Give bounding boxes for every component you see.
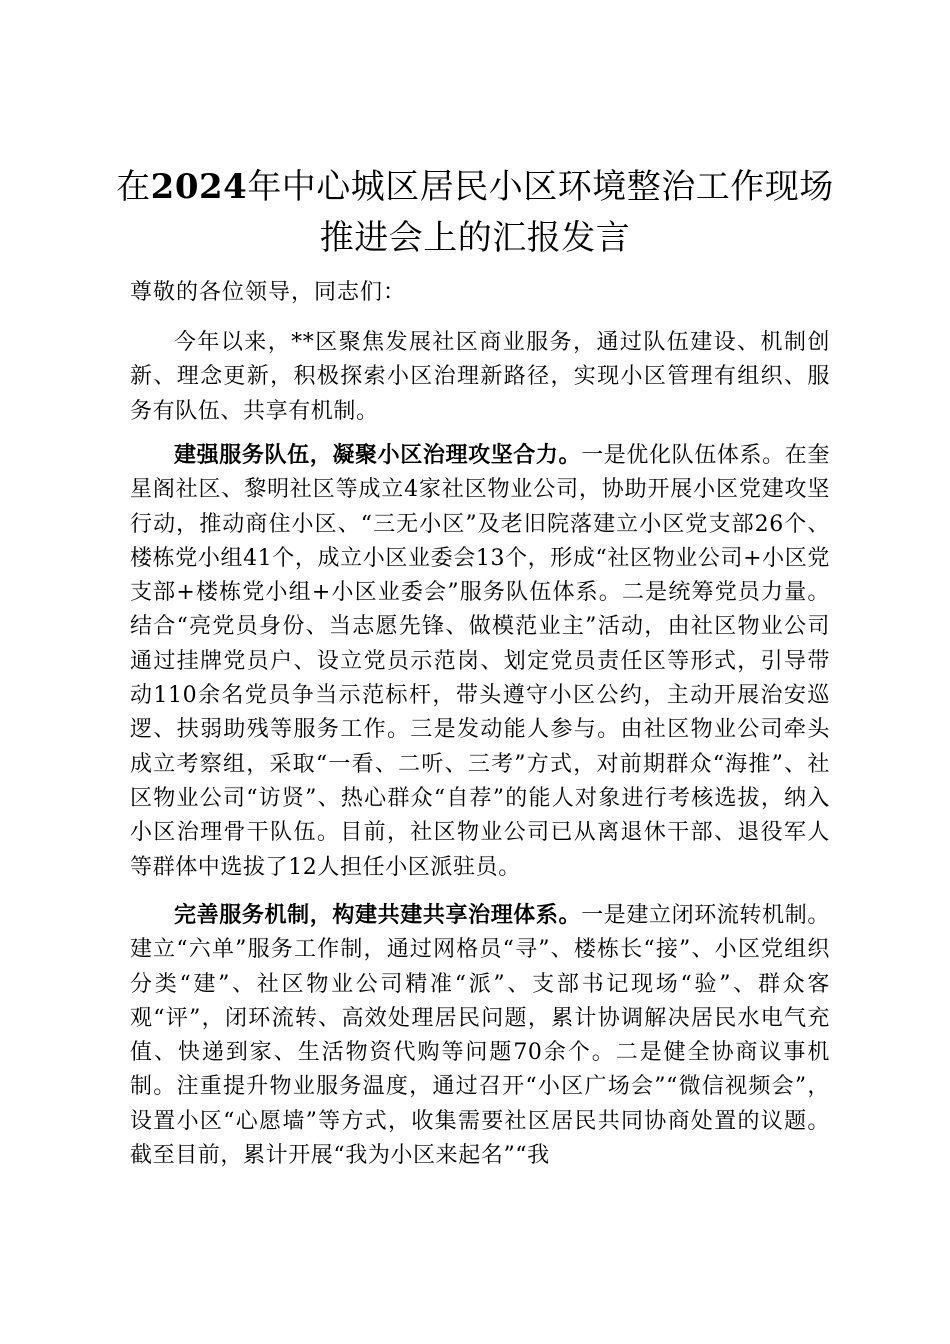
- paragraph-text: 今年以来，**区聚焦发展社区商业服务，通过队伍建设、机制创新、理念更新，积极探索小区治理新路径，实现小区管理有组织、服务有队伍、共享有机制。: [130, 330, 830, 424]
- paragraph-intro: [130, 326, 830, 429]
- paragraph-lead-heading: 完善服务机制，构建共建共享治理体系。: [174, 902, 582, 928]
- paragraph-service-mechanism: [130, 898, 830, 1173]
- salutation: 尊敬的各位领导，同志们：: [130, 280, 407, 305]
- paragraph-service-team: [130, 438, 830, 885]
- title-year: 2024: [150, 167, 248, 207]
- paragraph-text: 一是建立闭环流转机制。建立“六单”服务工作制，通过网格员“寻”、楼栋长“接”、小区党组织分类“建”、社区物业公司精准“派”、支部书记现场“验”、群众客观“评”，闭环流转、高效处理居民问题，累计协调解决居民水电气充值、快递到家、生活物资代购等问题70余个。二是健全协商议事机制。注重提升物业服务温度，通过召开“小区广场会”“微信视频会”，设置小区“心愿墙”等方式，收集需要社区居民共同协商处置的议题。截至目前，累计开展“我为小区来起名”“我: [130, 903, 830, 1169]
- paragraph-text: 一是优化队伍体系。在奎星阁社区、黎明社区等成立4家社区物业公司，协助开展小区党建攻坚行动，推动商住小区、“三无小区”及老旧院落建立小区党支部26个、楼栋党小组41个，成立小区业委会13个，形成“社区物业公司+小区党支部+楼栋党小组+小区业委会”服务队伍体系。二是统筹党员力量。结合“亮党员身份、当志愿先锋、做模范业主”活动，由社区物业公司通过挂牌党员户、设立党员示范岗、划定党员责任区等形式，引导带动110余名党员争当示范标杆，带头遵守小区公约，主动开展治安巡逻、扶弱助残等服务工作。三是发动能人参与。由社区物业公司牵头成立考察组，采取“一看、二听、三考”方式，对前期群众“海推”、社区物业公司“访贤”、热心群众“自荐”的能人对象进行考核选拔，纳入小区治理骨干队伍。目前，社区物业公司已从离退休干部、退役军人等群体中选拔了12人担任小区派驻员。: [130, 443, 830, 880]
- document-title: [100, 162, 850, 264]
- paragraph-lead-heading: 建强服务队伍，凝聚小区治理攻坚合力。: [174, 442, 582, 468]
- title-rest: 年中心城区居民小区环境整治工作现场推进会上的汇报发言: [247, 167, 834, 258]
- title-prefix: 在: [116, 167, 151, 207]
